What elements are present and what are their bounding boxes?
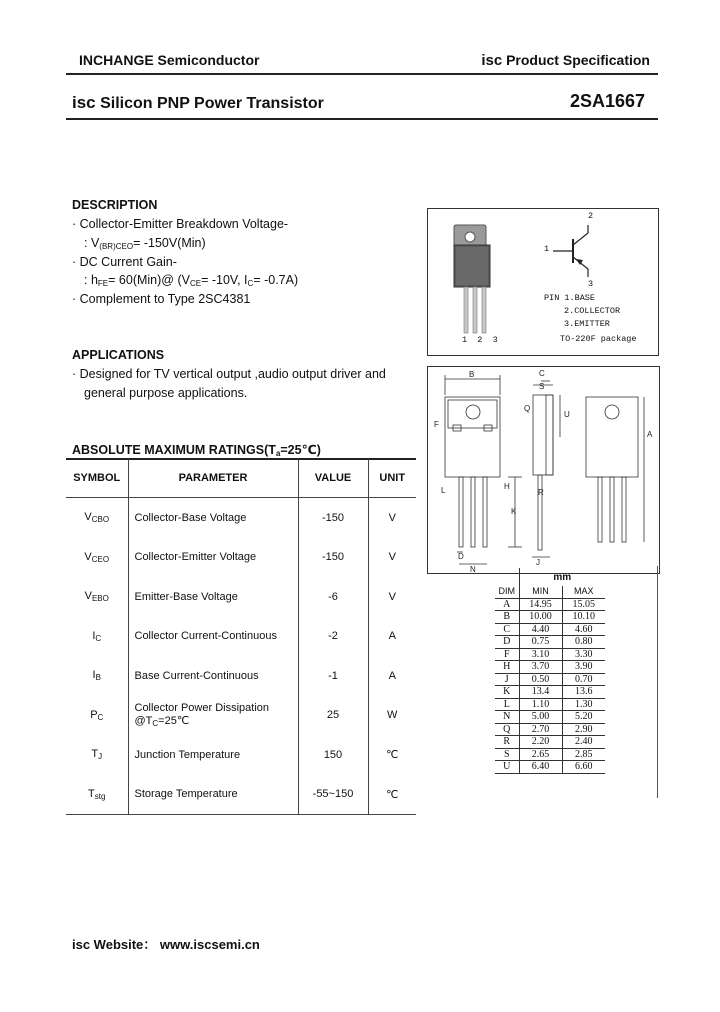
applications-line-1: · Designed for TV vertical output ,audio output driver and — [72, 367, 386, 381]
parameter-cell: Junction Temperature — [128, 735, 298, 775]
min-cell: 2.65 — [519, 748, 562, 761]
dim-label-s: S — [539, 382, 545, 391]
dim-label-r: R — [538, 488, 544, 497]
table-row — [495, 698, 605, 711]
ratings-heading-sub: a — [275, 449, 281, 458]
lead-numbers: 1 2 3 — [462, 335, 498, 345]
dim-label-q: Q — [524, 404, 531, 413]
table-row — [495, 623, 605, 636]
dim-label-l: L — [441, 486, 446, 495]
min-cell: 1.10 — [519, 698, 562, 711]
unit-cell: W — [368, 696, 416, 736]
value-cell: -55~150 — [298, 775, 368, 815]
spec-text: Product Specification — [506, 52, 650, 68]
col-min: MIN — [519, 586, 562, 598]
max-cell: 0.70 — [562, 673, 605, 686]
table-row — [66, 617, 416, 657]
min-cell: 0.75 — [519, 636, 562, 649]
symbol-cell — [66, 696, 128, 736]
parameter-line-1: Collector Power Dissipation — [134, 702, 269, 715]
right-rule — [657, 566, 658, 798]
max-cell: 3.30 — [562, 648, 605, 661]
sym: I — [92, 669, 96, 682]
part-number: 2SA1667 — [569, 91, 645, 111]
min-cell: 6.40 — [519, 761, 562, 774]
mechanical-drawing — [428, 367, 659, 573]
max-cell: 3.90 — [562, 661, 605, 674]
app-text-1: Designed for TV vertical output ,audio output driver and — [79, 367, 386, 381]
unit-cell: V — [368, 538, 416, 578]
col-value: VALUE — [298, 459, 368, 498]
parameter-cell: Emitter-Base Voltage — [128, 577, 298, 617]
sym-sub: CEO — [91, 554, 110, 564]
sym-sub: C — [97, 712, 104, 722]
table-row — [495, 673, 605, 686]
ratings-header-row — [66, 459, 416, 498]
sym: P — [90, 708, 98, 721]
package-name: TO-220F package — [560, 334, 637, 344]
ratings-heading — [72, 442, 321, 458]
header-rule — [66, 73, 658, 75]
sym-sub: CBO — [91, 515, 110, 525]
dim-cell: H — [495, 661, 519, 674]
symbol-cell — [66, 775, 128, 815]
dim-cell: C — [495, 623, 519, 636]
desc-val-2: = 60(Min)@ (V — [108, 273, 190, 287]
table-row — [495, 598, 605, 611]
value-cell: -1 — [298, 656, 368, 696]
description-item-1: · Collector-Emitter Breakdown Voltage- — [72, 217, 289, 231]
desc-val3-2: = -0.7A) — [253, 273, 299, 287]
pin-2-label: 2.COLLECTOR — [564, 306, 621, 316]
description-item-2: · DC Current Gain- — [72, 255, 177, 269]
description-value-2: : $h_{FE}=$ 60(Min)@ ($V_{CE}= -10V$, $I_C= -0.7A$) — [84, 273, 299, 288]
description-item-3: · Complement to Type 2SC4381 — [72, 292, 251, 306]
desc-sub-2: FE — [97, 279, 109, 288]
param2: @T — [134, 715, 153, 728]
min-cell: 3.10 — [519, 648, 562, 661]
table-row — [495, 648, 605, 661]
dim-label-d: D — [458, 552, 464, 561]
unit-cell: ℃ — [368, 735, 416, 775]
param2-sub: C — [152, 719, 159, 729]
desc-sym-2: h — [90, 273, 98, 287]
dimensions-header-row — [495, 586, 605, 598]
min-cell: 5.00 — [519, 711, 562, 724]
table-row — [495, 661, 605, 674]
description-value-1: : $V_{(BR)CEO}= -150V(Min)$ — [84, 236, 206, 251]
dim-label-n: N — [470, 565, 476, 573]
sym: I — [92, 629, 96, 642]
dimensions-unit-row — [495, 568, 605, 586]
max-cell: 5.20 — [562, 711, 605, 724]
sym-sub: B — [95, 673, 101, 683]
max-cell: 4.60 — [562, 623, 605, 636]
ratings-heading-end: =25℃) — [280, 443, 321, 457]
dim-cell: B — [495, 611, 519, 624]
product-title — [72, 93, 324, 113]
table-row — [66, 656, 416, 696]
min-cell: 2.20 — [519, 736, 562, 749]
symbol-cell — [66, 735, 128, 775]
desc-sub-1: (BR)CEO — [99, 242, 134, 251]
dimensions-table — [495, 568, 605, 774]
applications-line-2: general purpose applications. — [84, 386, 248, 400]
ratings-table — [66, 459, 416, 815]
desc-text-1: Collector-Emitter Breakdown Voltage- — [79, 217, 289, 231]
sym: V — [84, 590, 92, 603]
max-cell: 2.85 — [562, 748, 605, 761]
dimension-drawing-frame — [427, 366, 660, 574]
title-brand: isc — [72, 93, 96, 112]
desc-sym-1: V — [90, 236, 100, 250]
dim-cell: Q — [495, 723, 519, 736]
max-cell: 2.90 — [562, 723, 605, 736]
unit-cell: A — [368, 617, 416, 657]
symbol-pin-1: 1 — [544, 244, 550, 254]
table-row — [495, 761, 605, 774]
desc-text-3: Complement to Type 2SC4381 — [79, 292, 251, 306]
desc-vsub-2: CE — [189, 279, 202, 288]
table-row — [66, 735, 416, 775]
unit-cell: V — [368, 498, 416, 538]
table-row — [66, 696, 416, 736]
dim-cell: K — [495, 686, 519, 699]
desc-text-2: DC Current Gain- — [79, 255, 177, 269]
max-cell: 10.10 — [562, 611, 605, 624]
spec-label — [481, 52, 650, 69]
sym-sub: C — [95, 633, 102, 643]
min-cell: 0.50 — [519, 673, 562, 686]
value-cell: -2 — [298, 617, 368, 657]
col-parameter: PARAMETER — [128, 459, 298, 498]
symbol-pin-2: 2 — [588, 211, 594, 221]
desc-val-1: = -150V(Min) — [133, 236, 206, 250]
spec-brand: isc — [481, 52, 503, 69]
footer-url[interactable]: www.iscsemi.cn — [159, 937, 260, 952]
parameter-cell: Collector Current-Continuous — [128, 617, 298, 657]
table-row — [495, 686, 605, 699]
symbol-cell — [66, 538, 128, 578]
min-cell: 4.40 — [519, 623, 562, 636]
ratings-heading-text: ABSOLUTE MAXIMUM RATINGS(T — [72, 443, 276, 457]
symbol-pin-3: 3 — [588, 279, 594, 289]
max-cell: 0.80 — [562, 636, 605, 649]
table-row — [66, 577, 416, 617]
parameter-cell: Collector-Emitter Voltage — [128, 538, 298, 578]
package-box — [427, 208, 659, 356]
value-cell: -150 — [298, 498, 368, 538]
dim-label-a: A — [647, 430, 653, 439]
dim-cell: R — [495, 736, 519, 749]
title-product: Silicon PNP Power Transistor — [100, 95, 324, 112]
dim-cell: F — [495, 648, 519, 661]
max-cell: 15.05 — [562, 598, 605, 611]
dim-cell: N — [495, 711, 519, 724]
max-cell: 13.6 — [562, 686, 605, 699]
table-row — [66, 775, 416, 815]
value-cell: -150 — [298, 538, 368, 578]
parameter-line-2 — [135, 714, 297, 728]
dim-cell: U — [495, 761, 519, 774]
pin-1-label: PIN 1.BASE — [544, 293, 596, 303]
symbol-cell — [66, 656, 128, 696]
footer — [72, 934, 260, 953]
dim-label-f: F — [434, 420, 439, 429]
desc-isub-2: C — [247, 279, 254, 288]
value-cell: -6 — [298, 577, 368, 617]
parameter-cell: Collector-Base Voltage — [128, 498, 298, 538]
dim-label-j: J — [536, 558, 540, 567]
sym: V — [84, 511, 92, 524]
table-row — [495, 736, 605, 749]
table-row — [495, 723, 605, 736]
parameter-cell: Base Current-Continuous — [128, 656, 298, 696]
description-heading: DESCRIPTION — [72, 198, 158, 212]
symbol-cell — [66, 498, 128, 538]
col-dim: DIM — [495, 586, 519, 598]
dim-label-k: K — [511, 507, 517, 516]
sym-sub: stg — [94, 791, 106, 801]
col-unit: UNIT — [368, 459, 416, 498]
unit-spacer — [495, 568, 519, 586]
dim-label-b: B — [469, 370, 475, 379]
max-cell: 1.30 — [562, 698, 605, 711]
footer-label: isc Website： — [72, 937, 157, 952]
col-symbol: SYMBOL — [66, 459, 128, 498]
unit-cell: V — [368, 577, 416, 617]
dim-label-h: H — [504, 482, 510, 491]
sym: T — [91, 748, 99, 761]
table-row — [495, 611, 605, 624]
dim-label-c: C — [539, 369, 545, 378]
parameter-cell — [128, 696, 298, 736]
min-cell: 14.95 — [519, 598, 562, 611]
unit-label: mm — [519, 568, 605, 586]
col-max: MAX — [562, 586, 605, 598]
min-cell: 10.00 — [519, 611, 562, 624]
pin-3-label: 3.EMITTER — [564, 319, 610, 329]
dim-cell: J — [495, 673, 519, 686]
unit-cell: ℃ — [368, 775, 416, 815]
param2-end: =25℃ — [158, 715, 190, 728]
sym-sub: J — [98, 752, 103, 762]
table-row — [495, 748, 605, 761]
dim-label-u: U — [564, 410, 570, 419]
value-cell: 25 — [298, 696, 368, 736]
dim-cell: L — [495, 698, 519, 711]
table-row — [495, 636, 605, 649]
title-rule — [66, 118, 658, 120]
dim-cell: D — [495, 636, 519, 649]
table-row — [495, 711, 605, 724]
symbol-cell — [66, 577, 128, 617]
table-row — [66, 538, 416, 578]
value-cell: 150 — [298, 735, 368, 775]
sym: T — [88, 787, 95, 800]
min-cell: 3.70 — [519, 661, 562, 674]
min-cell: 13.4 — [519, 686, 562, 699]
sym: V — [84, 550, 92, 563]
desc-val2-2: = -10V, I — [201, 273, 248, 287]
symbol-cell — [66, 617, 128, 657]
unit-cell: A — [368, 656, 416, 696]
dim-cell: S — [495, 748, 519, 761]
applications-heading: APPLICATIONS — [72, 348, 165, 362]
min-cell: 2.70 — [519, 723, 562, 736]
max-cell: 2.40 — [562, 736, 605, 749]
sym-sub: EBO — [91, 594, 109, 604]
company-name: INCHANGE Semiconductor — [79, 52, 260, 68]
dim-cell: A — [495, 598, 519, 611]
max-cell: 6.60 — [562, 761, 605, 774]
parameter-cell: Storage Temperature — [128, 775, 298, 815]
table-row — [66, 498, 416, 538]
